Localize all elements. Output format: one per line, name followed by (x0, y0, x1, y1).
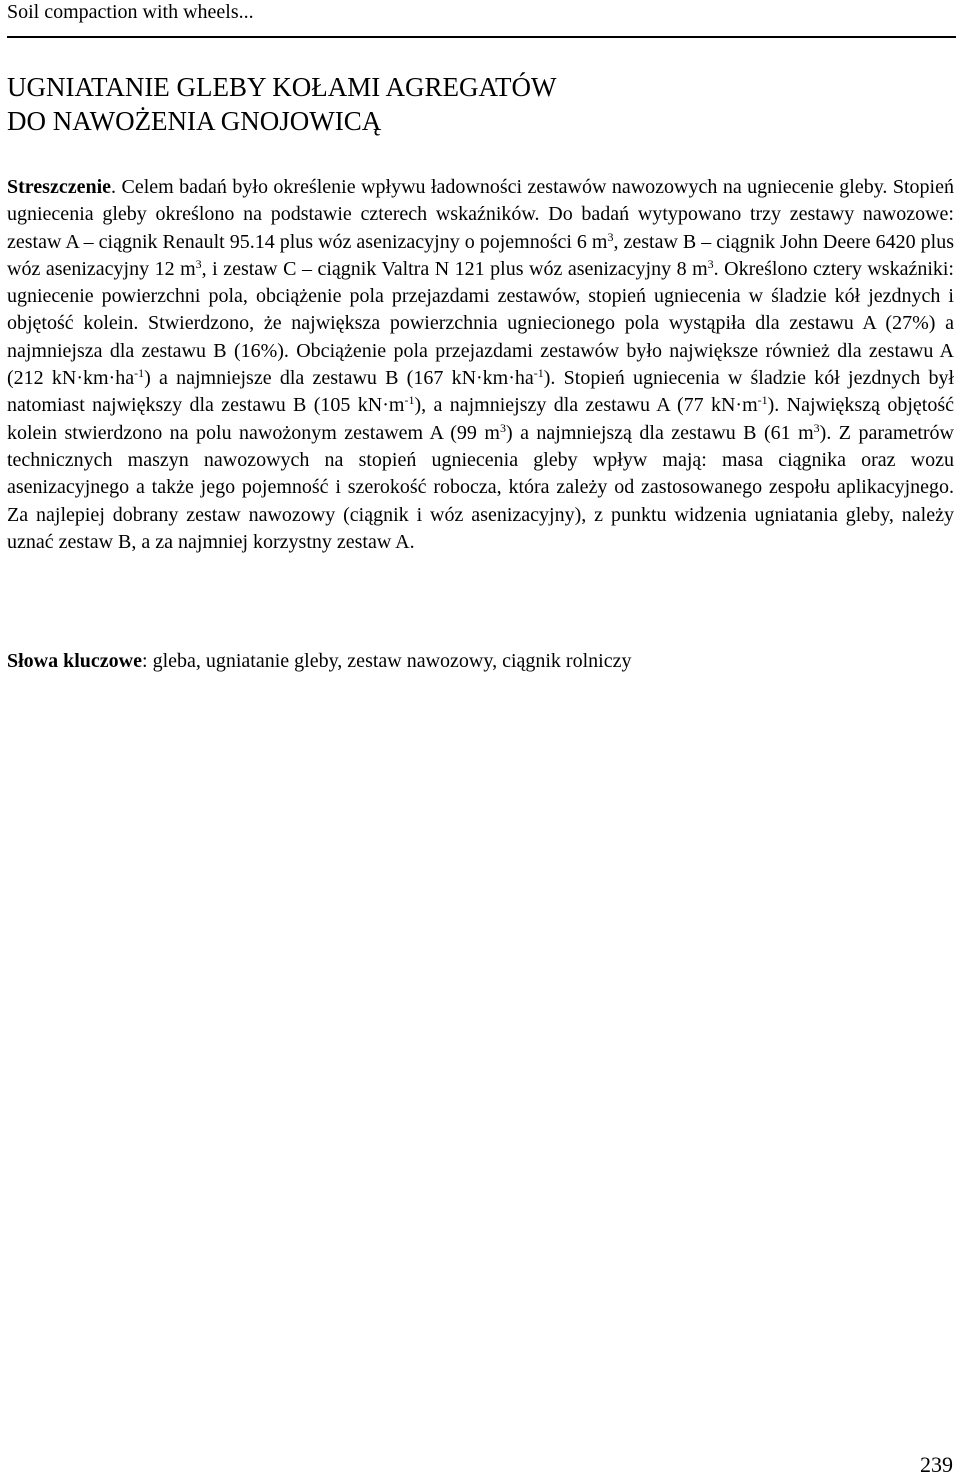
abstract-label: Streszczenie (7, 176, 112, 198)
abstract-text: ) a najmniejszą dla zestawu B (61 m (505, 421, 814, 444)
running-title: Soil compaction with wheels... (7, 1, 254, 23)
keywords (7, 648, 631, 675)
keywords-separator: : (142, 650, 148, 672)
keywords-text: gleba, ugniatanie gleby, zestaw nawozowy, ciągnik rolniczy (147, 650, 632, 672)
title-line-2: DO NAWOŻENIA GNOJOWICĄ (7, 106, 382, 136)
abstract-text: , i zestaw C – ciągnik Valtra N 121 plus wóz asenizacyjny 8 m (201, 257, 708, 280)
superscript: -1 (757, 393, 768, 408)
superscript: 3 (707, 256, 714, 271)
abstract-text: ), a najmniejszy dla zestawu A (77 kN·m (414, 394, 758, 417)
superscript: 3 (499, 420, 506, 435)
abstract-text: , zestaw B – ciągnik John Deere 6420 plus wóz asenizacyjny 12 m (7, 230, 954, 280)
abstract-text: ) a najmniejsze dla zestawu B (167 kN·km·ha (144, 367, 534, 390)
superscript: -1 (533, 366, 544, 381)
superscript: -1 (134, 366, 145, 381)
abstract-text: ). Z parametrów technicznych maszyn nawozowych na stopień ugniecenia gleby wpływ mają: masa ciągnika oraz wozu asenizacyjnego a także jego pojemność i szerokość robocza, która zależy od zastosowanego zespołu aplikacyjnego. Za najlepiej dobrany zestaw nawozowy (ciągnik i wóz asenizacyjny), z punktu widzenia ugniatania gleby, należy uznać zestaw B, a za najmniej korzystny zestaw A. (7, 421, 954, 553)
superscript: 3 (195, 256, 202, 271)
paper-title (7, 70, 557, 138)
abstract-text: . Celem badań było określenie wpływu ładowności zestawów nawozowych na ugniecenie gleby. Stopień ugniecenia gleby określono na podstawie czterech wskaźników. Do badań wytypowano trzy zestawy nawozowe: zestaw A – ciągnik Renault 95.14 plus wóz asenizacyjny o pojemności 6 m (7, 176, 954, 253)
superscript: -1 (404, 393, 415, 408)
header-rule (7, 36, 956, 38)
abstract-text: ). Stopień ugniecenia w śladzie kół jezdnych był natomiast największy dla zestawu B (105 kN·m (7, 367, 954, 417)
page-number: 239 (920, 1452, 953, 1477)
title-line-1: UGNIATANIE GLEBY KOŁAMI AGREGATÓW (7, 72, 557, 102)
abstract-text: . Określono cztery wskaźniki: ugniecenie powierzchni pola, obciążenie pola przejazdami zestawów, stopień ugniecenia w śladzie kół jezdnych i objętość kolein. Stwierdzono, że największa powierzchnia ugniecionego pola wystąpiła dla zestawu A (27%) a najmniejsza dla zestawu B (16%). Obciążenie pola przejazdami zestawów było największe również dla zestawu A (212 kN·km·ha (7, 257, 954, 390)
superscript: 3 (813, 420, 820, 435)
keywords-label: Słowa kluczowe (7, 650, 142, 672)
superscript: 3 (607, 229, 614, 244)
abstract-text: ). Największą objętość kolein stwierdzono na polu nawożonym zestawem A (99 m (7, 394, 954, 444)
abstract (7, 174, 954, 556)
